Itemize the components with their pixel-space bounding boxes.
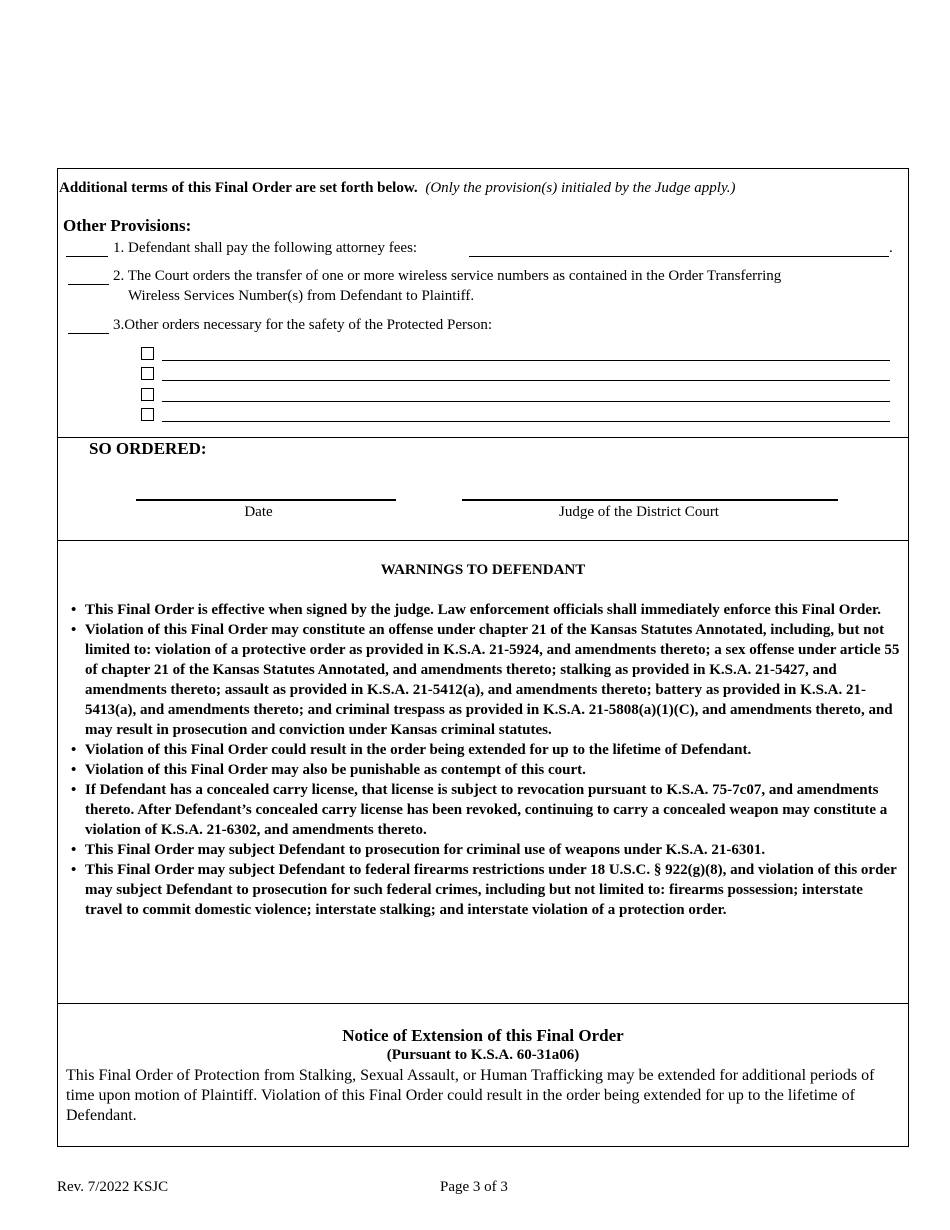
warning-item: • This Final Order may subject Defendant to prosecution for criminal use of weapons under K.S.A. 21-6301.: [70, 840, 900, 860]
other-order-line-2[interactable]: [162, 380, 890, 381]
warning-item: • Violation of this Final Order may also be punishable as contempt of this court.: [70, 760, 900, 780]
notice-title: Notice of Extension of this Final Order: [342, 1026, 624, 1045]
notice-subtitle: (Pursuant to K.S.A. 60-31a06): [386, 1047, 580, 1063]
other-order-line-4[interactable]: [162, 421, 890, 422]
terms-intro-italic: (Only the provision(s) initialed by the Judge apply.): [425, 180, 736, 196]
date-label: Date: [244, 504, 273, 520]
warning-item: • This Final Order is effective when signed by the judge. Law enforcement officials shall immediately enforce this Final Order.: [70, 600, 900, 620]
other-order-line-3[interactable]: [162, 401, 890, 402]
provision-3-text: 3.Other orders necessary for the safety of the Protected Person:: [113, 317, 493, 333]
initial-line-2[interactable]: [68, 272, 109, 285]
page-number: Page 3 of 3: [440, 1179, 508, 1195]
provision-1-text: 1. Defendant shall pay the following attorney fees:: [113, 240, 418, 256]
warning-item: • If Defendant has a concealed carry license, that license is subject to revocation pursuant to K.S.A. 75-7c07, and amendments thereto. After Defendant’s concealed carry license has been revoked, continuing to carry a concealed weapon may constitute a violation of K.S.A. 21-6302, and amendments thereto.: [70, 780, 900, 840]
date-signature-line[interactable]: [136, 499, 396, 501]
other-provisions-heading: Other Provisions:: [63, 216, 192, 235]
other-order-checkbox-3[interactable]: [141, 388, 154, 401]
warnings-heading: WARNINGS TO DEFENDANT: [380, 562, 586, 578]
notice-body: This Final Order of Protection from Stalking, Sexual Assault, or Human Trafficking may be extended for additional periods of time upon motion of Plaintiff. Violation of this Final Order could result in the order being extended for up to the lifetime of Defendant.: [66, 1067, 875, 1124]
judge-label: Judge of the District Court: [559, 504, 719, 520]
warning-item: • Violation of this Final Order could result in the order being extended for up to the lifetime of Defendant.: [70, 740, 900, 760]
initial-line-1[interactable]: [66, 244, 108, 257]
provision-2-text-line2: Wireless Services Number(s) from Defendant to Plaintiff.: [128, 288, 475, 304]
terms-intro: [59, 180, 736, 197]
initial-line-3[interactable]: [68, 321, 109, 334]
judge-signature-line[interactable]: [462, 499, 838, 501]
attorney-fees-field[interactable]: [469, 244, 889, 257]
terms-intro-bold: Additional terms of this Final Order are set forth below.: [59, 180, 418, 196]
other-order-checkbox-4[interactable]: [141, 408, 154, 421]
revision-label: Rev. 7/2022 KSJC: [57, 1179, 169, 1195]
so-ordered-heading: SO ORDERED:: [89, 439, 207, 458]
provision-2-text-line1: 2. The Court orders the transfer of one or more wireless service numbers as contained in the Order Transferring: [113, 268, 782, 284]
other-order-checkbox-2[interactable]: [141, 367, 154, 380]
other-order-line-1[interactable]: [162, 360, 890, 361]
provision-1-period: .: [889, 240, 893, 256]
warnings-list: [70, 600, 900, 920]
warning-item: • Violation of this Final Order may constitute an offense under chapter 21 of the Kansas Statutes Annotated, including, but not limited to: violation of a protective order as provided in K.S.A. 21-5924, and amendments thereto; a sex offense under article 55 of chapter 21 of the Kansas Statutes Annotated, and amendments thereto; stalking as provided in K.S.A. 21-5427, and amendments thereto; assault as provided in K.S.A. 21-5412(a), and amendments thereto; battery as provided in K.S.A. 21-5413(a), and amendments thereto; and criminal trespass as provided in K.S.A. 21-5808(a)(1)(C), and amendments thereto, and may result in prosecution and conviction under Kansas criminal statutes.: [70, 620, 900, 740]
other-order-checkbox-1[interactable]: [141, 347, 154, 360]
warning-item: • This Final Order may subject Defendant to federal firearms restrictions under 18 U.S.C. § 922(g)(8), and violation of this order may subject Defendant to prosecution for such federal crimes, including but not limited to: firearms possession; interstate travel to commit domestic violence; interstate stalking; and interstate violation of a protection order.: [70, 860, 900, 920]
